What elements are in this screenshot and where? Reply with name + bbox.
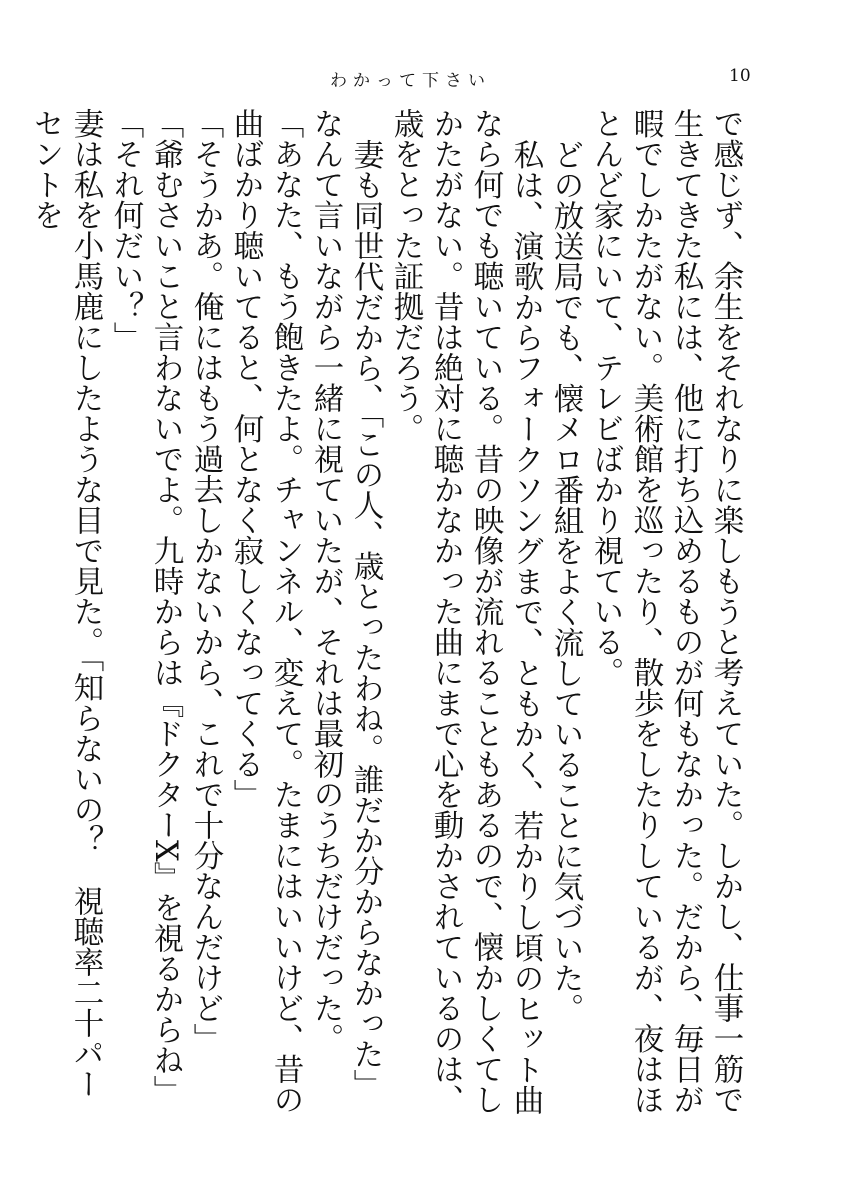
running-title: わかって下さい <box>330 71 491 91</box>
dialogue-husband-2: 「それ何だい？」 <box>108 108 143 352</box>
dialogue-husband-1: 「そうかあ。俺にはもう過去しかないから、これで十分なんだけど」 <box>188 108 223 1054</box>
paragraph-2: どの放送局でも、懐メロ番組をよく流していることに気づいた。 <box>548 138 583 1023</box>
dialogue-wife-2: 「爺むさいこと言わないでよ。九時からは『ドクターX』を視るからね」 <box>148 108 183 1106</box>
page-number: 10 <box>729 66 751 86</box>
vertical-text-body <box>28 108 745 1118</box>
paragraph-last: 妻は私を小馬鹿にしたような目で見た。「知らないの？ 視聴率二十パーセントを <box>28 108 103 1100</box>
dialogue-wife-1: 「あなた、もう飽きたよ。チャンネル、変えて。たまにはいいけど、昔の曲ばかり聴いてると、何となく寂しくなってくる」 <box>228 108 303 1115</box>
paragraph-1: で感じず、余生をそれなりに楽しもうと考えていた。しかし、仕事一筋で生きてきた私には、他に打ち込めるものが何もなかった。だから、毎日が暇でしかたがない。美術館を巡ったり、散歩をしたりしているが、夜はほとんど家にいて、テレビばかり視ている。 <box>588 108 743 1115</box>
paragraph-4: 妻も同世代だから、「この人、歳とったわね。誰だか分からなかった」なんて言いながら一緒に視ていたが、それは最初のうちだけだった。 <box>308 108 383 1100</box>
paragraph-3: 私は、演歌からフォークソングまで、ともかく、若かりし頃のヒット曲なら何でも聴いている。昔の映像が流れることもあるので、懐かしくてしかたがない。昔は絶対に聴かなかった曲にまで心を動かされているのは、歳をとった証拠だろう。 <box>388 108 543 1115</box>
